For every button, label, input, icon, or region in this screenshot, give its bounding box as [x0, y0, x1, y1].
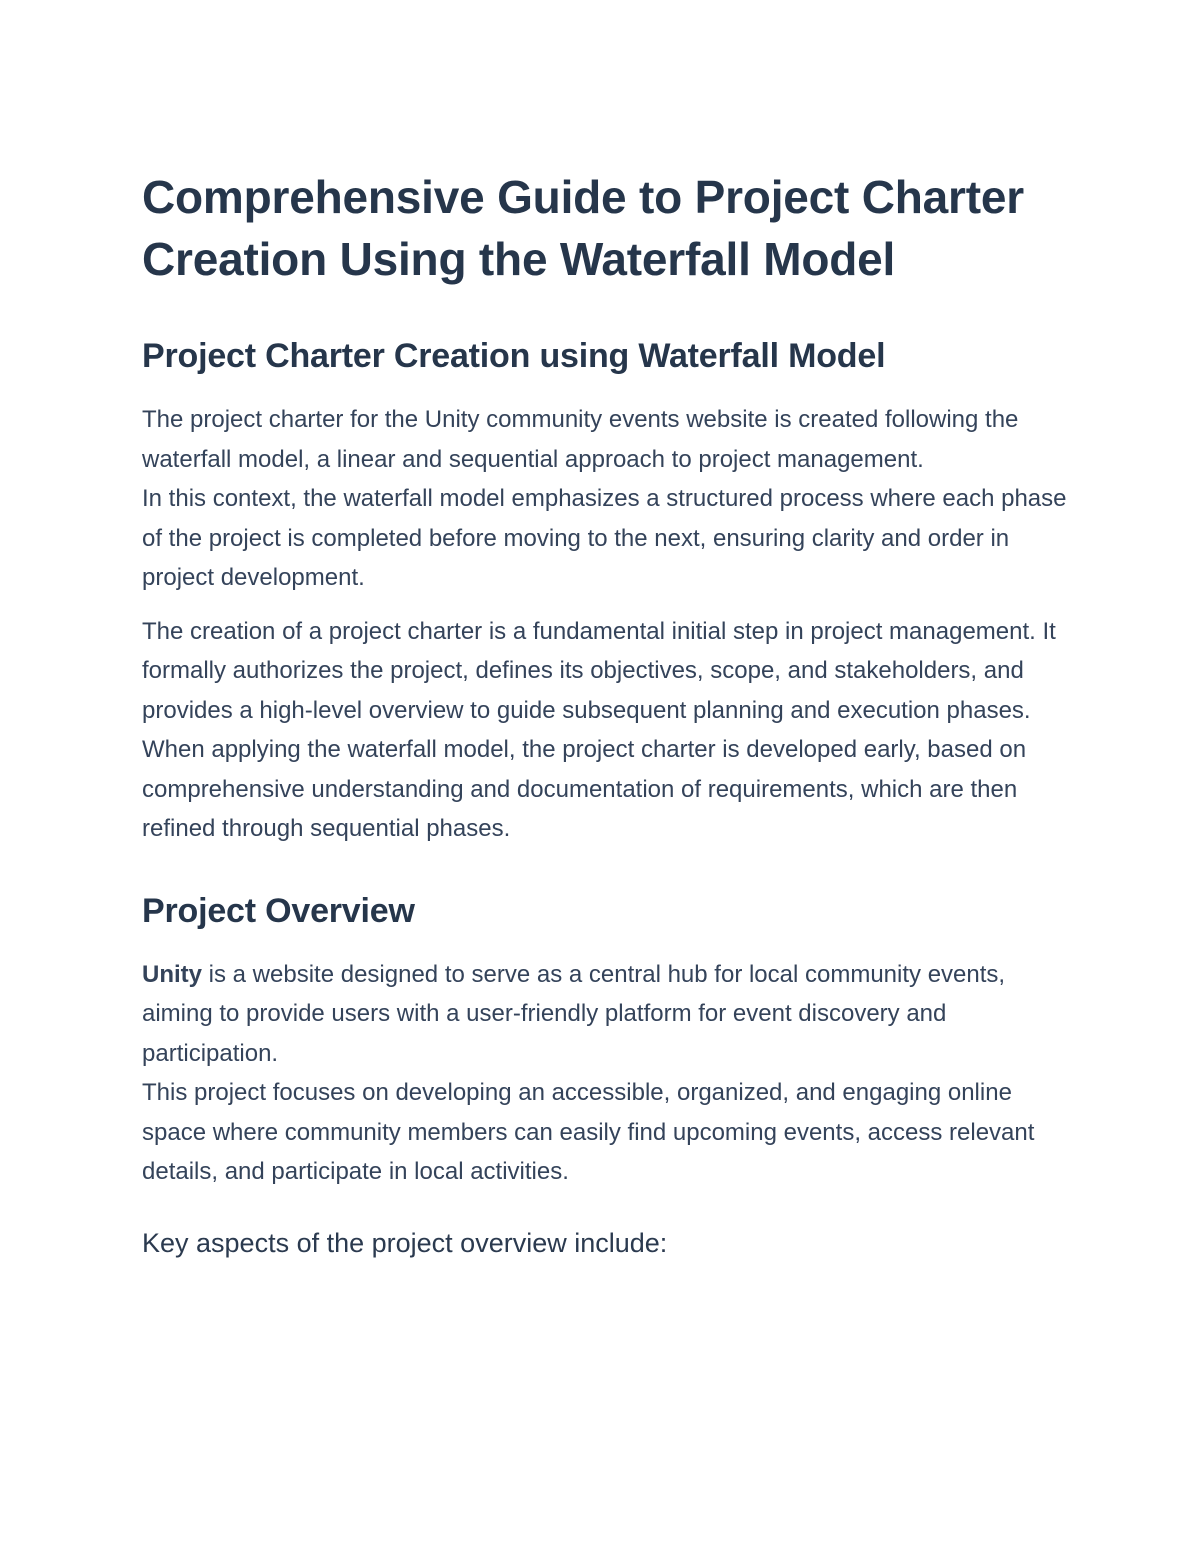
document-page [142, 166, 1072, 1262]
subheading-key-aspects: Key aspects of the project overview include: [142, 1227, 668, 1258]
unity-bold-term: Unity [142, 960, 202, 988]
paragraph-waterfall-context: In this context, the waterfall model emphasizes a structured process where each phase of the project is completed before moving to the next, ensuring clarity and order in project development. [142, 485, 1067, 591]
paragraph-charter-purpose: The creation of a project charter is a fundamental initial step in project management. It formally authorizes the project, defines its objectives, scope, and stakeholders, and provides a high-level overview to guide subsequent planning and execution phases. When applying the waterfall model, the project charter is developed early, based on comprehensive understanding and documentation of requirements, which are then refined through sequential phases. [142, 617, 1056, 842]
section-heading-project-overview: Project Overview [142, 891, 415, 930]
paragraph-charter-intro: The project charter for the Unity community events website is created following the waterfall model, a linear and sequential approach to project management. [142, 406, 1019, 473]
paragraph-unity-description [142, 955, 1072, 1074]
unity-description-text: is a website designed to serve as a central hub for local community events, aiming to provide users with a user-friendly platform for event discovery and participation. [142, 960, 1006, 1067]
document-title: Comprehensive Guide to Project Charter Creation Using the Waterfall Model [142, 171, 1024, 285]
section-heading-charter-creation: Project Charter Creation using Waterfall Model [142, 337, 886, 375]
paragraph-project-focus: This project focuses on developing an accessible, organized, and engaging online space where community members can easily find upcoming events, access relevant details, and participate in local activities. [142, 1079, 1035, 1185]
